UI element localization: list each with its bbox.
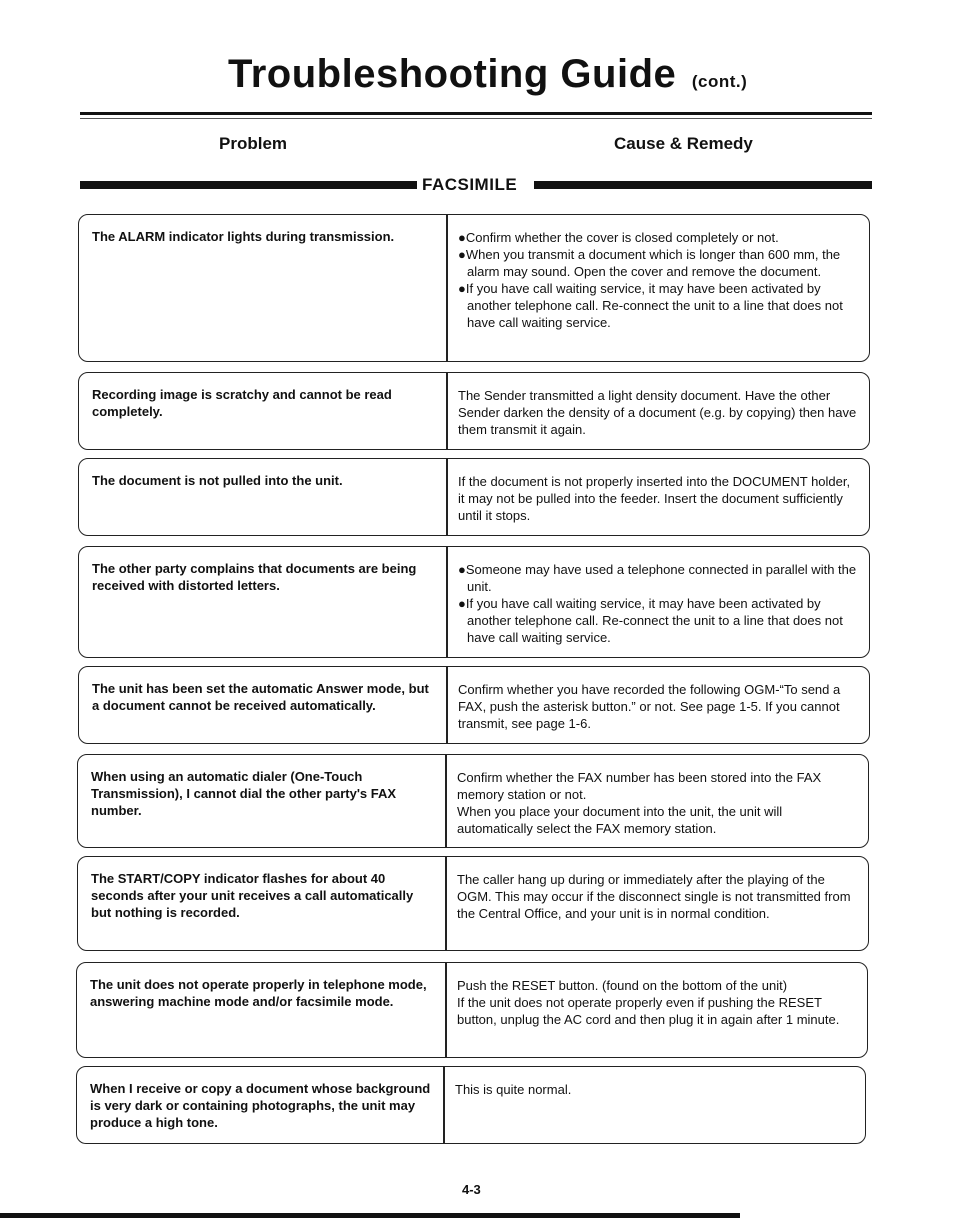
remedy-line: This is quite normal.: [455, 1082, 572, 1097]
remedy-line: ●If you have call waiting service, it may have been activated by another telephone call. Re-connect the unit to a line that does not have call waiting service.: [458, 281, 843, 330]
column-divider: [445, 962, 447, 1058]
problem-text: The unit does not operate properly in telephone mode, answering machine mode and/or facsimile mode.: [90, 977, 427, 1009]
remedy-text: [457, 871, 857, 922]
problem-text: The unit has been set the automatic Answer mode, but a document cannot be received automatically.: [92, 681, 429, 713]
problem-text: The document is not pulled into the unit.: [92, 473, 343, 488]
page-title-suffix: (cont.): [691, 72, 748, 91]
remedy-text: [458, 681, 858, 732]
page-title: [228, 52, 747, 97]
problem-text: The ALARM indicator lights during transmission.: [92, 229, 395, 244]
troubleshooting-entry: [78, 546, 870, 658]
remedy-line: The caller hang up during or immediately after the playing of the OGM. This may occur if the disconnect single is not transmitted from the Central Office, and your unit is in normal condition.: [457, 872, 851, 921]
title-rule-thick: [80, 112, 872, 115]
remedy-line: ●If you have call waiting service, it may have been activated by another telephone call. Re-connect the unit to a line that does not have call waiting service.: [458, 596, 843, 645]
remedy-line: Push the RESET button. (found on the bottom of the unit): [457, 978, 788, 993]
remedy-text: [458, 473, 858, 524]
column-divider: [446, 546, 448, 658]
column-divider: [446, 666, 448, 744]
remedy-text: [457, 977, 856, 1028]
remedy-line: If the document is not properly inserted into the DOCUMENT holder, it may not be pulled into the feeder. Insert the document sufficiently until it stops.: [458, 474, 851, 523]
remedy-text: [458, 561, 858, 646]
remedy-text: [458, 229, 858, 331]
section-bar-right: [534, 181, 872, 189]
page-number: 4-3: [462, 1182, 481, 1197]
troubleshooting-entry: [77, 754, 869, 848]
problem-text: The START/COPY indicator flashes for about 40 seconds after your unit receives a call automatically but nothing is recorded.: [91, 871, 414, 920]
remedy-line: Confirm whether you have recorded the following OGM-“To send a FAX, push the asterisk button.” or not. See page 1-5. If you cannot transmit, see page 1-6.: [458, 682, 841, 731]
troubleshooting-entry: [78, 666, 870, 744]
troubleshooting-entry: [76, 1066, 866, 1144]
troubleshooting-entry: [78, 214, 870, 362]
remedy-line: When you place your document into the unit, the unit will automatically select the FAX memory station.: [457, 804, 783, 836]
problem-text: Recording image is scratchy and cannot be read completely.: [92, 387, 392, 419]
remedy-text: [455, 1081, 854, 1098]
column-divider: [445, 754, 447, 848]
column-divider: [446, 458, 448, 536]
remedy-text: [457, 769, 857, 837]
cause-remedy-column-heading: Cause & Remedy: [614, 134, 753, 153]
section-bar-left: [80, 181, 417, 189]
remedy-line: ●Someone may have used a telephone connected in parallel with the unit.: [458, 562, 857, 594]
problem-column-heading: Problem: [219, 134, 288, 153]
column-divider: [443, 1066, 445, 1144]
troubleshooting-entry: [77, 856, 869, 951]
footer-rule: [0, 1213, 740, 1218]
page-title-text: Troubleshooting Guide: [228, 52, 677, 96]
problem-text: When I receive or copy a document whose background is very dark or containing photographs, the unit may produce a high tone.: [90, 1081, 431, 1130]
troubleshooting-entry: [76, 962, 868, 1058]
problem-text: When using an automatic dialer (One-Touch Transmission), I cannot dial the other party's FAX number.: [91, 769, 397, 818]
column-divider: [445, 856, 447, 951]
column-divider: [446, 372, 448, 450]
troubleshooting-entry: [78, 372, 870, 450]
problem-text: The other party complains that documents are being received with distorted letters.: [92, 561, 417, 593]
remedy-line: ●Confirm whether the cover is closed completely or not.: [458, 230, 779, 245]
column-divider: [446, 214, 448, 362]
remedy-line: The Sender transmitted a light density document. Have the other Sender darken the density of a document (e.g. by copying) then have them transmit it again.: [458, 388, 857, 437]
remedy-line: Confirm whether the FAX number has been stored into the FAX memory station or not.: [457, 770, 822, 802]
section-heading: FACSIMILE: [422, 175, 518, 194]
remedy-line: If the unit does not operate properly even if pushing the RESET button, unplug the AC cord and then plug it in again after 1 minute.: [457, 995, 840, 1027]
remedy-text: [458, 387, 858, 438]
troubleshooting-entry: [78, 458, 870, 536]
title-rule-thin: [80, 118, 872, 119]
remedy-line: ●When you transmit a document which is longer than 600 mm, the alarm may sound. Open the cover and remove the document.: [458, 247, 841, 279]
